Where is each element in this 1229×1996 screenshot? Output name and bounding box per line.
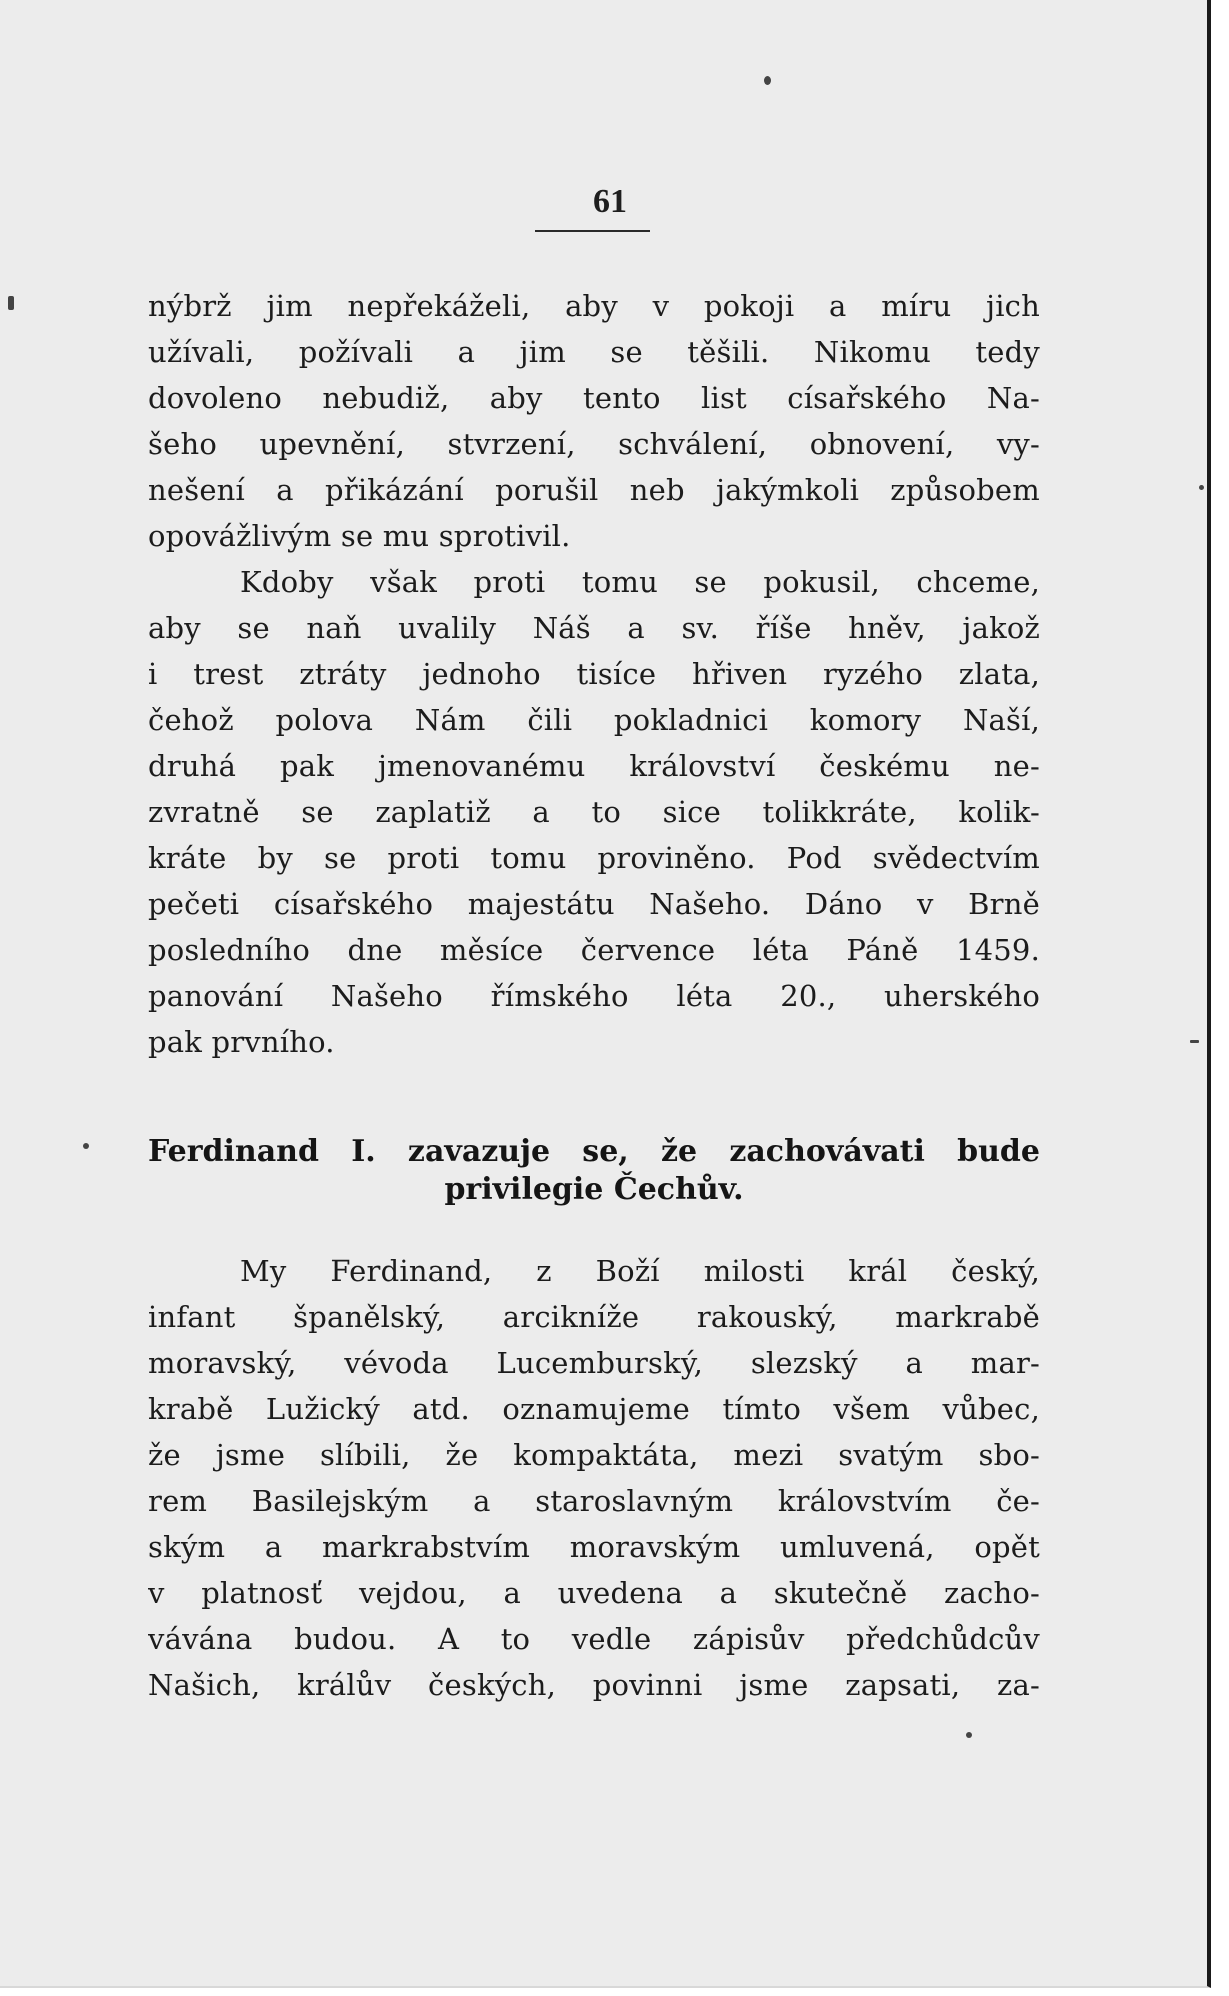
text-line: dovoleno nebudiž, aby tento list císařského Na- [148, 381, 1040, 415]
text-line: pečeti císařského majestátu Našeho. Dáno v Brně [148, 887, 1040, 921]
text-line: pak prvního. [148, 1025, 335, 1059]
text-line: Kdoby však proti tomu se pokusil, chceme, [240, 565, 1040, 599]
text-line: My Ferdinand, z Boží milosti král český, [240, 1254, 1040, 1288]
text-line: vávána budou. A to vedle zápisův předchůdcův [148, 1622, 1040, 1656]
scan-speck [8, 296, 14, 310]
text-line: krabě Lužický atd. oznamujeme tímto všem vůbec, [148, 1392, 1040, 1426]
text-line: panování Našeho římského léta 20., uherského [148, 979, 1040, 1013]
text-line: že jsme slíbili, že kompaktáta, mezi svatým sbo- [148, 1438, 1040, 1472]
scan-speck [764, 76, 771, 85]
text-line: nešení a přikázání porušil neb jakýmkoli způsobem [148, 473, 1040, 507]
text-line: zvratně se zaplatiž a to sice tolikkráte, kolik- [148, 795, 1040, 829]
scan-speck [83, 1143, 89, 1149]
text-line: užívali, požívali a jim se těšili. Nikomu tedy [148, 335, 1040, 369]
text-line: moravský, vévoda Lucemburský, slezský a mar- [148, 1346, 1040, 1380]
body-text-section-2 [148, 1248, 1040, 1708]
text-line: nýbrž jim nepřekáželi, aby v pokoji a míru jich [148, 289, 1040, 323]
text-line: Našich, králův českých, povinni jsme zapsati, za- [148, 1668, 1040, 1702]
heading-line: privilegie Čechův. [444, 1172, 744, 1207]
text-line: v platnosť vejdou, a uvedena a skutečně zacho- [148, 1576, 1040, 1610]
text-line: čehož polova Nám čili pokladnici komory Naší, [148, 703, 1040, 737]
text-line: rem Basilejským a staroslavným královstvím če- [148, 1484, 1040, 1518]
text-line: infant španělský, arcikníže rakouský, markrabě [148, 1300, 1040, 1334]
text-line: šeho upevnění, stvrzení, schválení, obnovení, vy- [148, 427, 1040, 461]
text-line: posledního dne měsíce července léta Páně 1459. [148, 933, 1040, 967]
text-line: aby se naň uvalily Náš a sv. říše hněv, jakož [148, 611, 1040, 645]
text-line: opovážlivým se mu sprotivil. [148, 519, 571, 553]
page-number-rule [535, 230, 650, 232]
text-line: druhá pak jmenovanému království českému ne- [148, 749, 1040, 783]
scan-speck [966, 1732, 972, 1738]
text-line: i trest ztráty jednoho tisíce hřiven ryzého zlata, [148, 657, 1040, 691]
text-line: kráte by se proti tomu proviněno. Pod svědectvím [148, 841, 1040, 875]
scan-speck [1199, 485, 1204, 490]
body-text-section-1 [148, 283, 1040, 1065]
heading-line: Ferdinand I. zavazuje se, že zachovávati bude [148, 1134, 1040, 1169]
text-line: ským a markrabstvím moravským umluvená, opět [148, 1530, 1040, 1564]
scan-speck [1190, 1040, 1199, 1043]
section-heading [148, 1133, 1040, 1209]
page-number: 61 [593, 183, 627, 220]
